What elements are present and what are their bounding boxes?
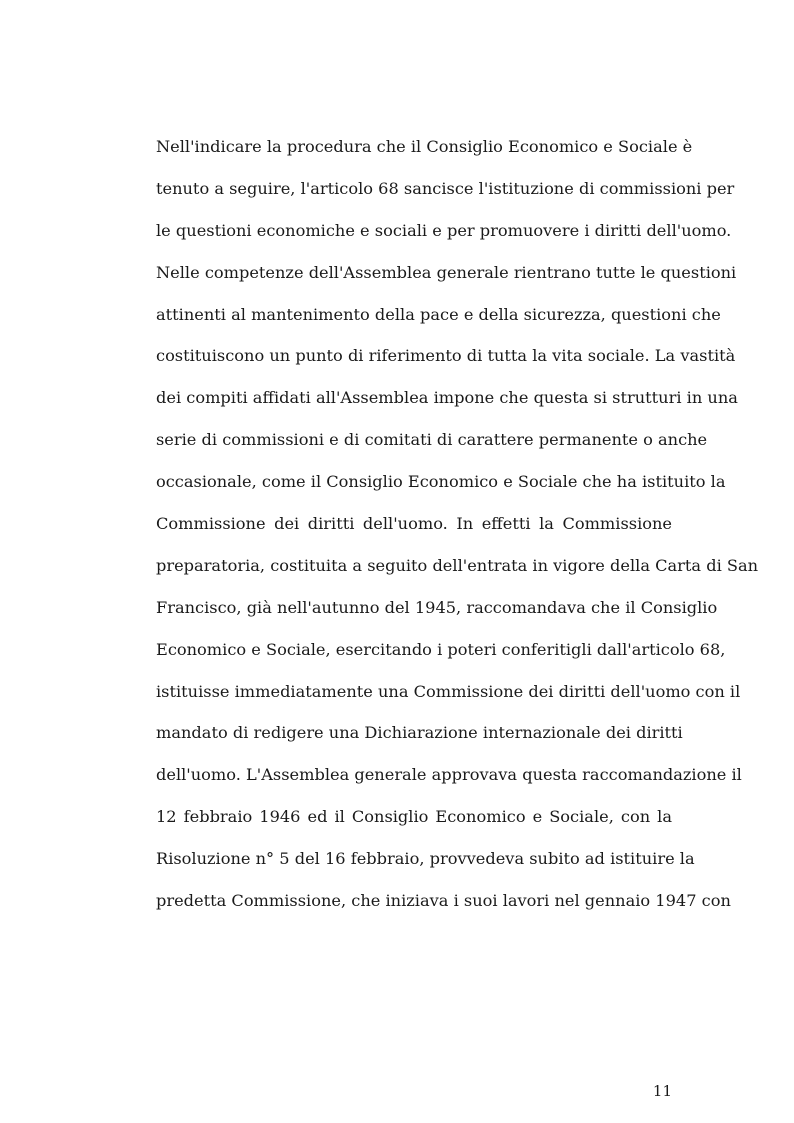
text-line: costituiscono un punto di riferimento di tutta la vita sociale. La vastità bbox=[156, 346, 736, 366]
text-line: tenuto a seguire, l'articolo 68 sancisce l'istituzione di commissioni per bbox=[156, 178, 735, 198]
text-line: predetta Commissione, che iniziava i suoi lavori nel gennaio 1947 con bbox=[156, 891, 731, 911]
text-line: Economico e Sociale, esercitando i poteri conferitigli dall'articolo 68, bbox=[156, 639, 726, 659]
text-line: Risoluzione n° 5 del 16 febbraio, provvedeva subito ad istituire la bbox=[156, 849, 695, 869]
text-line: attinenti al mantenimento della pace e della sicurezza, questioni che bbox=[156, 304, 721, 324]
text-line: le questioni economiche e sociali e per promuovere i diritti dell'uomo. bbox=[156, 220, 732, 240]
body-text bbox=[156, 126, 759, 922]
text-line: istituisse immediatamente una Commissione dei diritti dell'uomo con il bbox=[156, 681, 741, 701]
page-number: 11 bbox=[652, 1082, 672, 1100]
text-line: Francisco, già nell'autunno del 1945, raccomandava che il Consiglio bbox=[156, 597, 718, 617]
text-line: occasionale, come il Consiglio Economico e Sociale che ha istituito la bbox=[156, 472, 726, 492]
text-line: mandato di redigere una Dichiarazione internazionale dei diritti bbox=[156, 723, 683, 743]
text-line: Nelle competenze dell'Assemblea generale rientrano tutte le questioni bbox=[156, 262, 737, 282]
text-line: preparatoria, costituita a seguito dell'entrata in vigore della Carta di San bbox=[156, 555, 759, 575]
text-line: dei compiti affidati all'Assemblea impone che questa si strutturi in una bbox=[156, 388, 738, 408]
text-line: serie di commissioni e di comitati di carattere permanente o anche bbox=[156, 430, 708, 450]
text-line: Nell'indicare la procedura che il Consiglio Economico e Sociale è bbox=[156, 137, 693, 156]
text-line: Commissione dei diritti dell'uomo. In effetti la Commissione bbox=[156, 514, 672, 534]
text-line: dell'uomo. L'Assemblea generale approvava questa raccomandazione il bbox=[156, 765, 742, 785]
text-line: 12 febbraio 1946 ed il Consiglio Economico e Sociale, con la bbox=[156, 807, 672, 827]
